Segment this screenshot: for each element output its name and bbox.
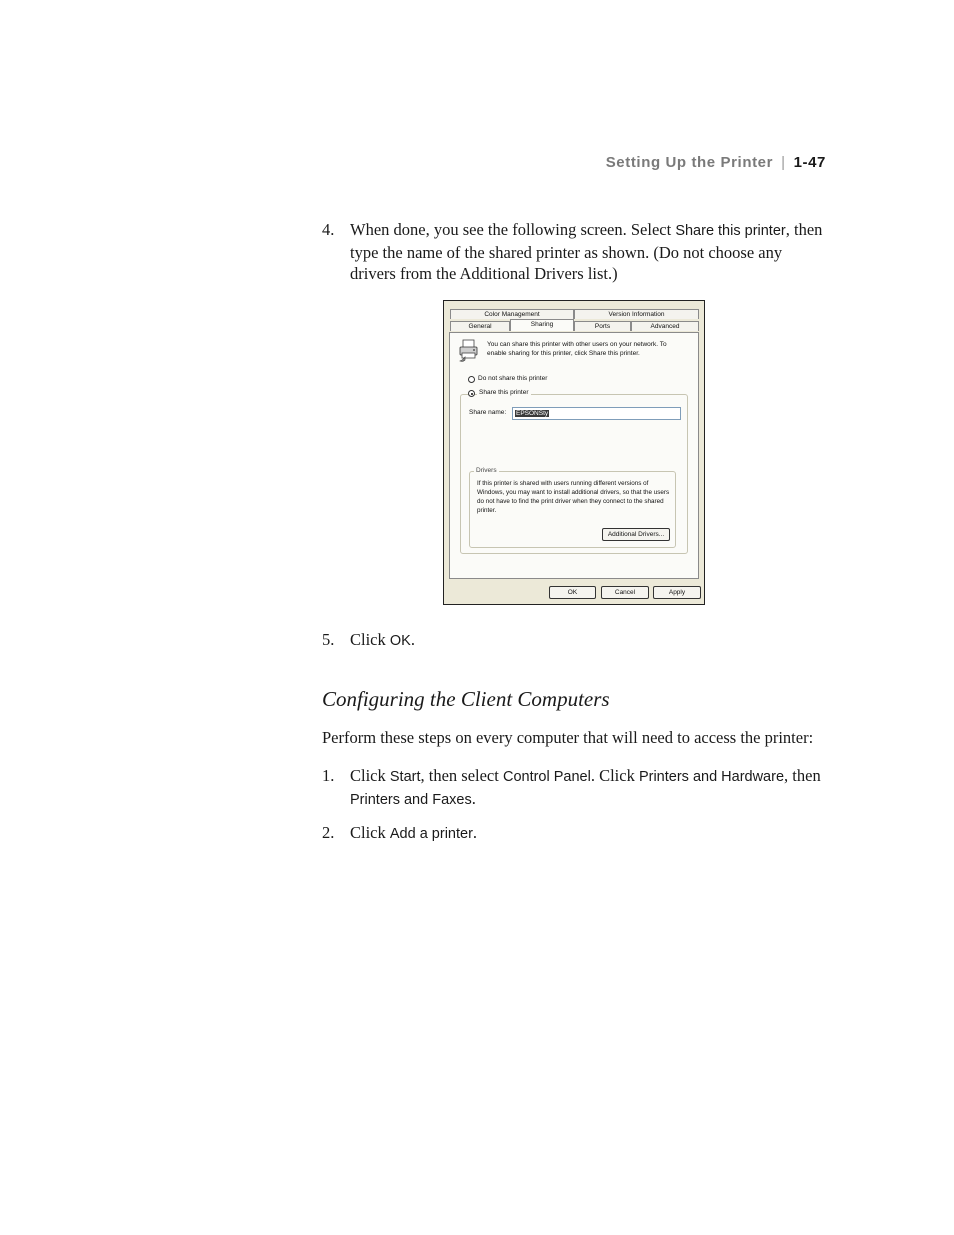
cancel-button[interactable]: Cancel [601, 586, 649, 599]
client-step-1 [322, 765, 828, 809]
step-text [350, 765, 830, 811]
tab-sharing[interactable]: Sharing [510, 319, 574, 331]
step-text-part: , then select [420, 766, 503, 785]
ui-term-printers-and-faxes: Printers and Faxes [350, 792, 472, 808]
ui-term-ok: OK [389, 633, 411, 649]
ui-term-share-this-printer: Share this printer [675, 223, 786, 239]
share-name-label: Share name: [469, 409, 507, 416]
share-name-field[interactable] [512, 407, 681, 420]
section-name: Setting Up the Printer [605, 154, 774, 171]
running-header [560, 154, 826, 171]
printer-icon [458, 339, 480, 363]
step-number: 4. [322, 220, 335, 239]
drivers-group-title: Drivers [476, 467, 497, 474]
step-number: 1. [322, 766, 335, 785]
step-number: 5. [322, 630, 335, 649]
ok-button[interactable]: OK [549, 586, 596, 599]
client-step-2 [322, 822, 828, 844]
tab-version-information[interactable]: Version Information [574, 309, 699, 319]
step-text-part: Click [350, 630, 390, 649]
step-text [350, 822, 830, 845]
sharing-panel [449, 332, 699, 579]
page-number: 1-47 [793, 154, 826, 171]
ui-term-printers-and-hardware: Printers and Hardware [638, 769, 785, 785]
step-text-part: . Click [590, 766, 639, 785]
step-text-part: . [472, 823, 478, 842]
step-text-part: Click [350, 823, 390, 842]
step-text [350, 629, 830, 652]
step-text-part: . [410, 630, 415, 649]
step-text-part: When done, you see the following screen. Select [350, 220, 676, 239]
ui-term-add-a-printer: Add a printer [389, 826, 473, 842]
tab-general[interactable]: General [450, 321, 510, 331]
step-4 [322, 219, 828, 283]
radio-share-this-printer[interactable] [468, 390, 475, 397]
tab-ports[interactable]: Ports [574, 321, 631, 331]
header-separator: | [781, 154, 786, 171]
step-text-part: . [471, 789, 476, 808]
apply-button[interactable]: Apply [653, 586, 701, 599]
tab-color-management[interactable]: Color Management [450, 309, 574, 319]
ui-term-start: Start [389, 769, 421, 785]
step-text [350, 219, 830, 284]
share-name-value: EPSONSty [516, 410, 549, 417]
drivers-info-text: If this printer is shared with users running different versions of Windows, you may want to install additional drivers, so that the users do not have to find the print driver when they connect to the shared printer. [477, 480, 670, 514]
radio-do-not-share[interactable] [468, 376, 475, 383]
step-5 [322, 629, 828, 651]
step-text-part: , then [784, 766, 821, 785]
ui-term-control-panel: Control Panel [502, 769, 591, 785]
intro-paragraph: Perform these steps on every computer that will need to access the printer: [322, 728, 814, 747]
sharing-info-text: You can share this printer with other users on your network. To enable sharing for this printer, click Share this printer. [487, 341, 667, 357]
radio-do-not-share-label: Do not share this printer [478, 375, 548, 382]
step-text-part: , then type the name of the shared printer as shown. (Do not choose any drivers from the Additional Drivers list.) [350, 220, 823, 283]
step-text-part: Click [350, 766, 390, 785]
sharing-dialog-screenshot [443, 300, 705, 605]
section-heading: Configuring the Client Computers [322, 687, 610, 711]
radio-share-label: Share this printer [479, 389, 529, 396]
additional-drivers-button[interactable]: Additional Drivers... [602, 528, 670, 541]
step-number: 2. [322, 823, 335, 842]
tab-advanced[interactable]: Advanced [631, 321, 699, 331]
